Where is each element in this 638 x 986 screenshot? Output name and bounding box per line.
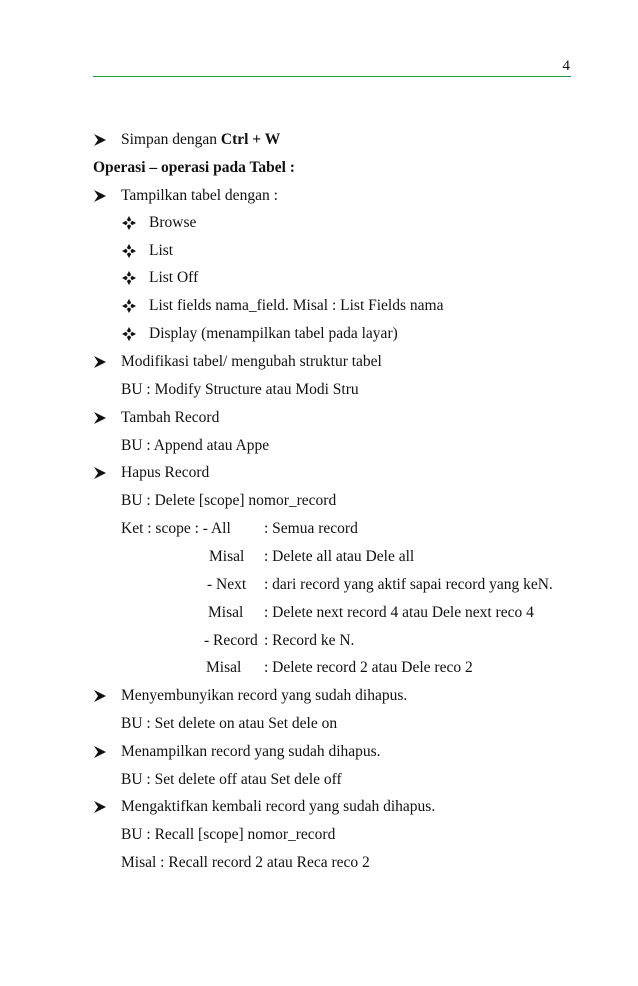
arrow-bullet-icon	[93, 686, 109, 706]
text-line-list-fields: List fields nama_field. Misal : List Fields nama	[149, 297, 444, 314]
text-line-tambah: Tambah Record	[121, 409, 220, 426]
text-line-bu-delete: BU : Delete [scope] nomor_record	[121, 492, 337, 509]
arrow-bullet-icon	[93, 352, 109, 372]
diamond-bullet-icon	[121, 324, 137, 344]
arrow-bullet-icon	[93, 797, 109, 817]
text-next-value: : dari record yang aktif sapai record yang keN.	[264, 576, 553, 593]
text-line-bu-append: BU : Append atau Appe	[121, 437, 270, 454]
text-line-ket-scope: Ket : scope : - All	[121, 520, 231, 537]
arrow-bullet-icon	[93, 186, 109, 206]
arrow-bullet-icon	[93, 742, 109, 762]
arrow-bullet-icon	[93, 408, 109, 428]
diamond-bullet-icon	[121, 268, 137, 288]
text-line-menyembunyikan: Menyembunyikan record yang sudah dihapus.	[121, 687, 408, 704]
text-line-tampilkan: Tampilkan tabel dengan :	[121, 187, 278, 204]
text-line-hapus: Hapus Record	[121, 464, 210, 481]
shortcut-ctrl-w: Ctrl + W	[220, 131, 281, 148]
arrow-bullet-icon	[93, 463, 109, 483]
diamond-bullet-icon	[121, 241, 137, 261]
text-line-bu-recall: BU : Recall [scope] nomor_record	[121, 826, 336, 843]
text-line-ket-all: : Semua record	[264, 520, 358, 537]
text-line-list-off: List Off	[149, 269, 199, 286]
text-record-value: : Record ke N.	[264, 632, 355, 649]
section-heading: Operasi – operasi pada Tabel :	[93, 159, 295, 176]
header-rule	[93, 76, 571, 77]
arrow-bullet-icon	[93, 130, 109, 150]
text-line-bu-set-on: BU : Set delete on atau Set dele on	[121, 715, 338, 732]
text-misal-value: : Delete record 2 atau Dele reco 2	[264, 659, 473, 676]
text-line-bu-modify: BU : Modify Structure atau Modi Stru	[121, 381, 359, 398]
text-line-menampilkan: Menampilkan record yang sudah dihapus.	[121, 743, 381, 760]
text-line-display: Display (menampilkan tabel pada layar)	[149, 325, 398, 342]
text-line-mengaktifkan: Mengaktifkan kembali record yang sudah dihapus.	[121, 798, 436, 815]
diamond-bullet-icon	[121, 213, 137, 233]
diamond-bullet-icon	[121, 296, 137, 316]
page-number: 4	[562, 58, 570, 74]
text-misal-value: : Delete all atau Dele all	[264, 548, 415, 565]
text-line-bu-set-off: BU : Set delete off atau Set dele off	[121, 771, 342, 788]
text-misal-value: : Delete next record 4 atau Dele next reco 4	[264, 604, 534, 621]
text-line-browse: Browse	[149, 214, 197, 231]
text-line-simpan	[121, 130, 280, 150]
simpan-text: Simpan dengan	[121, 131, 221, 148]
text-line-misal-recall: Misal : Recall record 2 atau Reca reco 2	[121, 854, 370, 871]
text-misal-label: Misal	[206, 659, 242, 676]
text-next-label: - Next	[207, 576, 247, 593]
text-misal-label: Misal	[208, 604, 244, 621]
text-line-modifikasi: Modifikasi tabel/ mengubah struktur tabel	[121, 353, 382, 370]
text-misal-label: Misal	[209, 548, 245, 565]
text-record-label: - Record	[204, 632, 258, 649]
text-line-list: List	[149, 242, 174, 259]
